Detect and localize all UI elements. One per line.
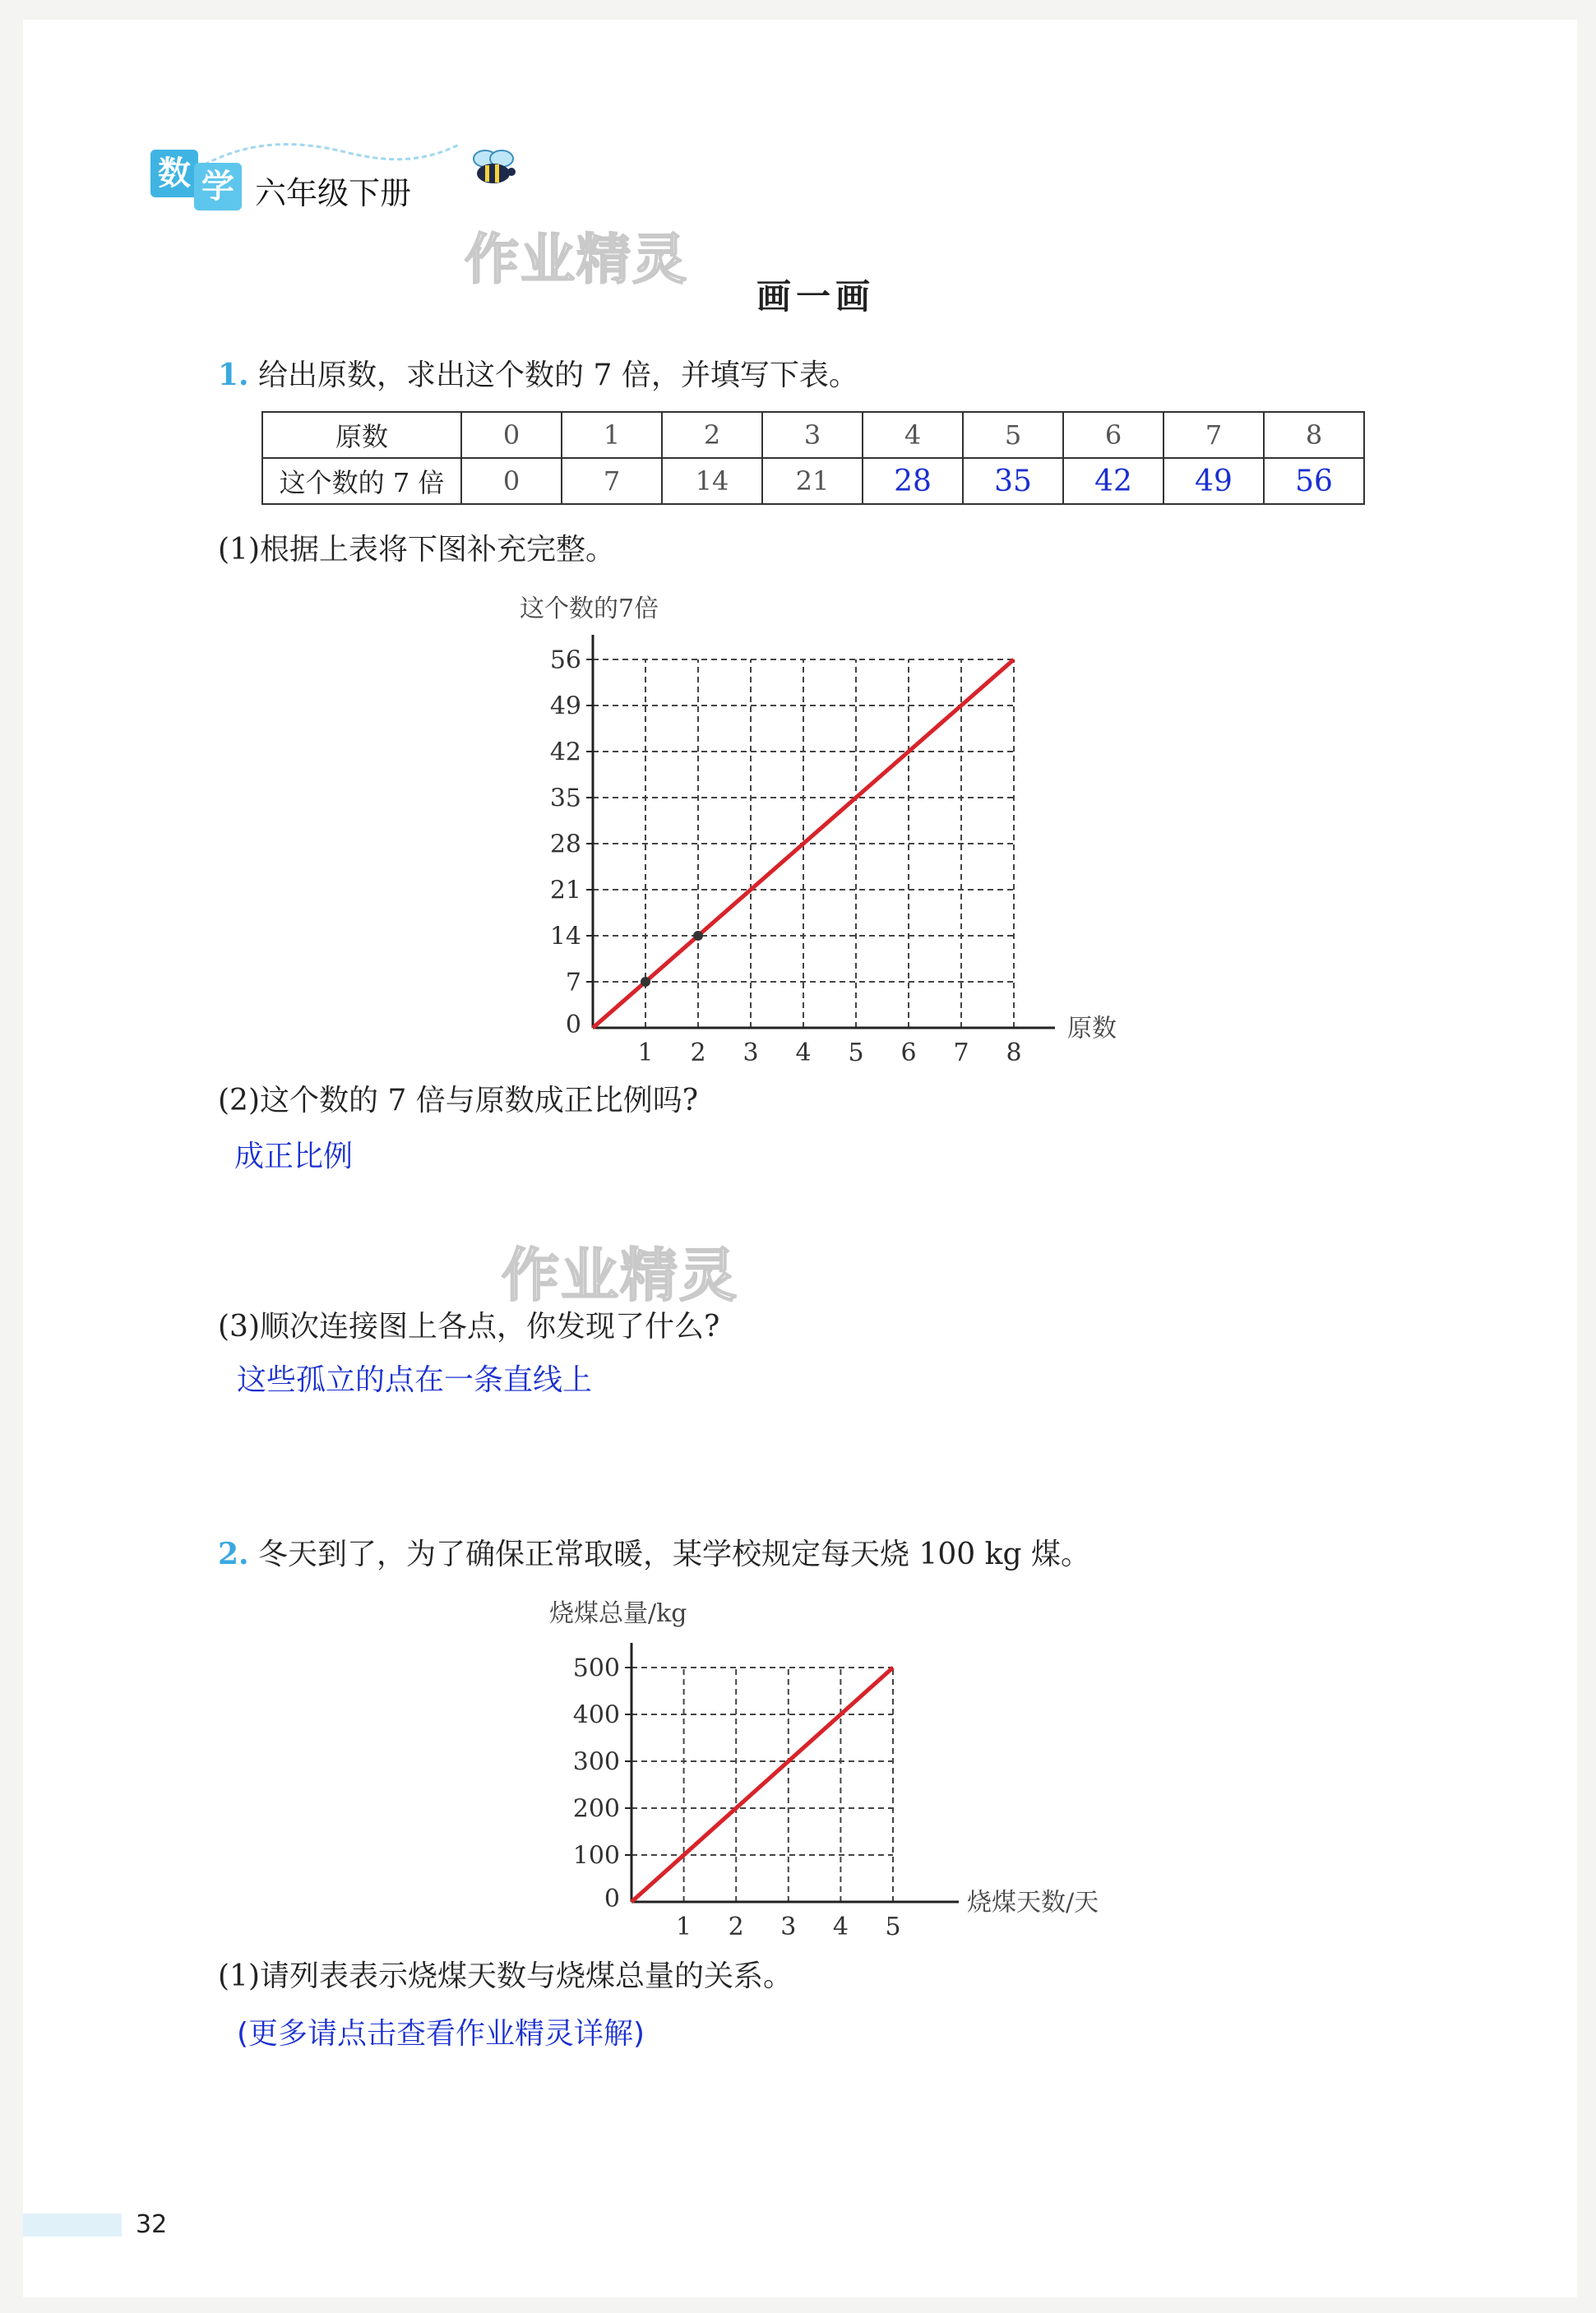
origin-label: 0: [565, 1011, 581, 1039]
x-tick-label: 2: [690, 1039, 706, 1067]
table-row-label: 原数: [262, 412, 461, 458]
y-tick-label: 500: [572, 1654, 620, 1683]
table-answer-cell: 42: [1063, 458, 1163, 504]
y-tick-label: 42: [549, 738, 581, 767]
y-tick-label: 28: [549, 830, 581, 859]
x-tick-label: 5: [848, 1039, 864, 1067]
table-cell: 6: [1063, 412, 1163, 458]
sub-question-1-2: (2)这个数的 7 倍与原数成正比例吗?: [218, 1084, 699, 1117]
x-tick-label: 4: [795, 1039, 812, 1067]
y-tick-label: 21: [549, 876, 581, 905]
y-axis-title: 这个数的7倍: [520, 594, 659, 623]
x-tick-label: 4: [832, 1913, 849, 1941]
math-badge-1: 数: [150, 150, 198, 197]
answer-1-3: 这些孤立的点在一条直线上: [237, 1363, 593, 1397]
x-tick-label: 3: [780, 1913, 797, 1941]
x-tick-label: 7: [953, 1039, 969, 1067]
table-cell: 5: [963, 412, 1063, 458]
question-number: 1.: [218, 358, 249, 392]
table-cell: 2: [662, 412, 762, 458]
table-cell: 21: [762, 458, 863, 504]
y-tick-label: 56: [549, 645, 581, 675]
answer-1-2: 成正比例: [234, 1140, 354, 1173]
grade-label: 六年级下册: [255, 175, 412, 211]
x-axis-title: 烧煤天数/天: [967, 1888, 1099, 1917]
table-answer-cell: 49: [1163, 458, 1264, 504]
x-tick-label: 1: [676, 1913, 692, 1941]
page-number: 32: [136, 2210, 168, 2239]
x-tick-label: 1: [637, 1039, 654, 1067]
y-axis-title: 烧煤总量/kg: [549, 1599, 687, 1628]
math-badge-2: 学: [194, 163, 242, 210]
y-tick-label: 14: [549, 922, 581, 951]
question-number: 2.: [218, 1537, 249, 1571]
sub-question-1-3: (3)顺次连接图上各点，你发现了什么?: [218, 1310, 720, 1344]
sub-question-2-1: (1)请列表表示烧煤天数与烧煤总量的关系。: [218, 1959, 793, 1993]
y-tick-label: 100: [572, 1841, 620, 1871]
x-tick-label: 2: [728, 1913, 744, 1941]
page-footer-bar: [23, 2214, 122, 2237]
watermark: 作业精灵: [465, 228, 688, 291]
table-cell: 0: [461, 458, 562, 504]
series-line: [631, 1668, 893, 1902]
table-cell: 7: [562, 458, 662, 504]
question-text: 给出原数，求出这个数的 7 倍，并填写下表。: [258, 359, 858, 392]
x-tick-label: 8: [1006, 1039, 1022, 1067]
table-cell: 1: [562, 412, 662, 458]
section-title: 画一画: [756, 276, 876, 317]
y-tick-label: 300: [572, 1747, 620, 1777]
y-tick-label: 49: [549, 692, 581, 721]
table-cell: 8: [1264, 412, 1364, 458]
x-tick-label: 3: [742, 1039, 759, 1067]
table-cell: 7: [1163, 412, 1264, 458]
question-text: 冬天到了，为了确保正常取暖，某学校规定每天烧 100 kg 煤。: [258, 1538, 1090, 1571]
y-tick-label: 7: [565, 968, 581, 997]
table-answer-cell: 56: [1264, 458, 1364, 504]
x-tick-label: 5: [885, 1913, 901, 1941]
table-answer-cell: 28: [863, 458, 963, 504]
x-axis-title: 原数: [1067, 1014, 1117, 1043]
table-cell: 4: [863, 412, 963, 458]
table-row-label: 这个数的 7 倍: [262, 458, 461, 504]
y-tick-label: 35: [549, 784, 581, 813]
more-answers-link[interactable]: (更多请点击查看作业精灵详解): [237, 2017, 645, 2051]
sub-question-1-1: (1)根据上表将下图补充完整。: [218, 533, 615, 567]
watermark: 作业精灵: [502, 1242, 738, 1309]
table-answer-cell: 35: [963, 458, 1063, 504]
table-cell: 3: [762, 412, 863, 458]
y-tick-label: 400: [572, 1700, 620, 1730]
y-tick-label: 200: [572, 1794, 620, 1824]
x-tick-label: 6: [900, 1039, 917, 1067]
table-cell: 0: [461, 412, 562, 458]
origin-label: 0: [604, 1885, 620, 1913]
table-cell: 14: [662, 458, 762, 504]
